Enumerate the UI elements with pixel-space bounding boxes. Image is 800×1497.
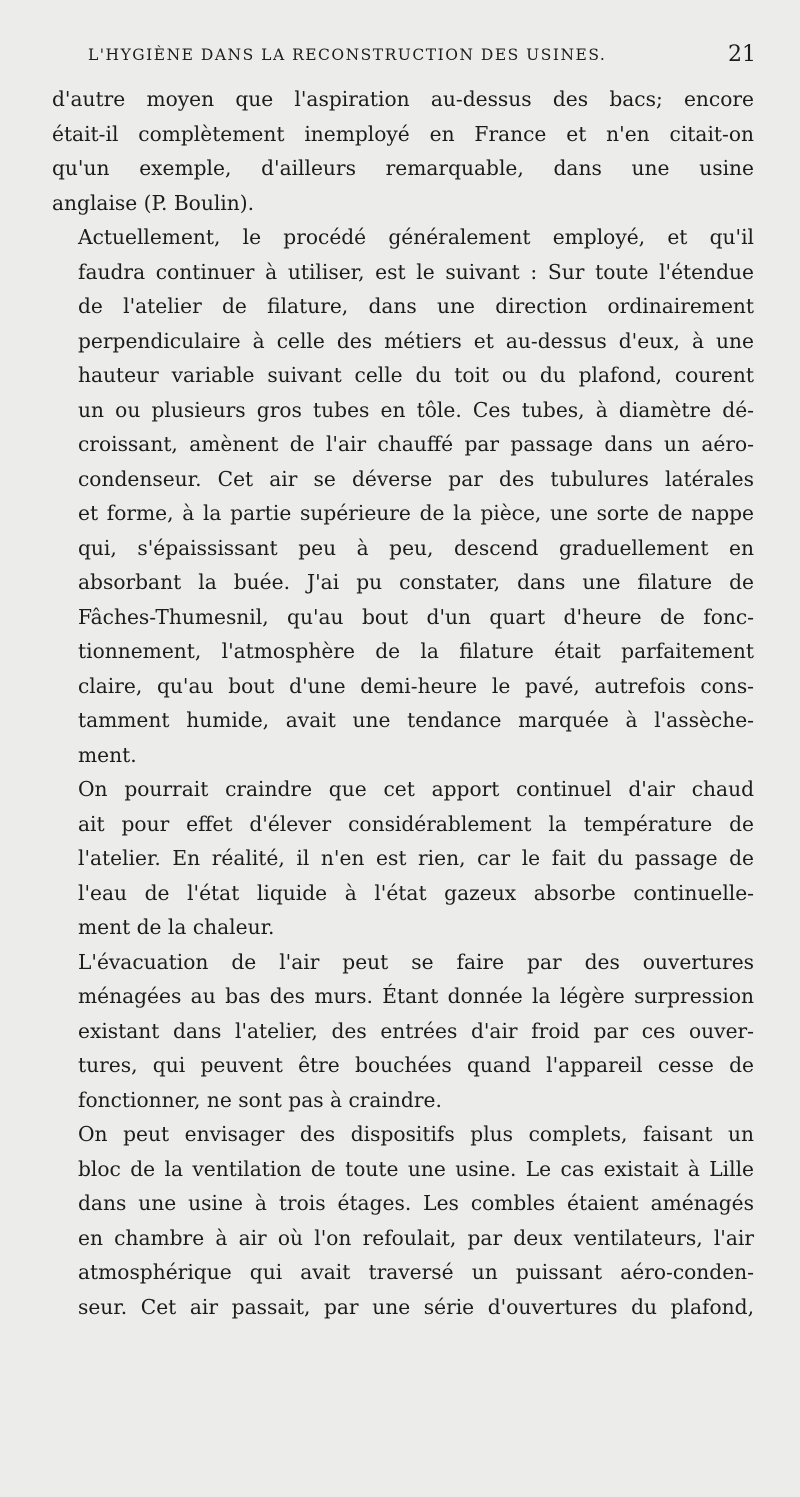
text-line: On peut envisager des dispositifs plus complets, faisant un bbox=[78, 1122, 754, 1146]
text-line: Fâches-Thumesnil, qu'au bout d'un quart d'heure de fonc- bbox=[78, 604, 754, 629]
text-line: Actuellement, le procédé généralement employé, et qu'il bbox=[78, 225, 754, 249]
text-line: tamment humide, avait une tendance marquée à l'assèche- bbox=[78, 708, 754, 732]
text-line: claire, qu'au bout d'une demi-heure le pavé, autrefois cons- bbox=[78, 673, 754, 698]
text-line: qu'un exemple, d'ailleurs remarquable, dans une usine bbox=[52, 156, 754, 180]
text-line: anglaise (P. Boulin). bbox=[52, 190, 255, 215]
page-header bbox=[88, 42, 756, 72]
text-line: croissant, amènent de l'air chauffé par passage dans un aéro- bbox=[78, 432, 754, 456]
text-line: On pourrait craindre que cet apport continuel d'air chaud bbox=[78, 777, 754, 801]
text-line: l'atelier. En réalité, il n'en est rien, car le fait du passage de bbox=[78, 846, 754, 870]
text-line: seur. Cet air passait, par une série d'ouvertures du plafond, bbox=[78, 1294, 754, 1319]
text-line: bloc de la ventilation de toute une usine. Le cas existait à Lille bbox=[78, 1156, 754, 1181]
paragraph bbox=[52, 82, 754, 220]
text-line: ménagées au bas des murs. Étant donnée la légère surpression bbox=[78, 984, 754, 1008]
paragraph bbox=[52, 772, 754, 945]
paragraph bbox=[52, 1117, 754, 1324]
text-line: tures, qui peuvent être bouchées quand l'appareil cesse de bbox=[78, 1053, 754, 1077]
text-line: tionnement, l'atmosphère de la filature était parfaitement bbox=[78, 639, 754, 663]
text-line: était-il complètement inemployé en France et n'en citait-on bbox=[52, 121, 754, 146]
text-line: hauteur variable suivant celle du toit ou du plafond, courent bbox=[78, 363, 754, 387]
text-line: absorbant la buée. J'ai pu constater, dans une filature de bbox=[78, 570, 754, 594]
page-number: 21 bbox=[728, 42, 756, 67]
text-line: faudra continuer à utiliser, est le suivant : Sur toute l'étendue bbox=[78, 259, 754, 284]
text-line: ait pour effet d'élever considérablement la température de bbox=[78, 811, 754, 836]
text-line: l'eau de l'état liquide à l'état gazeux absorbe continuelle- bbox=[78, 880, 754, 905]
text-line: existant dans l'atelier, des entrées d'air froid par ces ouver- bbox=[78, 1018, 754, 1043]
text-line: dans une usine à trois étages. Les combles étaient aménagés bbox=[78, 1191, 754, 1215]
text-line: L'évacuation de l'air peut se faire par des ouvertures bbox=[78, 949, 754, 974]
text-line: perpendiculaire à celle des métiers et au-dessus d'eux, à une bbox=[78, 328, 754, 353]
text-line: condenseur. Cet air se déverse par des tubulures latérales bbox=[78, 466, 754, 491]
text-line: ment de la chaleur. bbox=[78, 915, 275, 939]
paragraph bbox=[52, 945, 754, 1118]
text-line: atmosphérique qui avait traversé un puissant aéro-conden- bbox=[78, 1260, 754, 1284]
text-line: fonctionner, ne sont pas à craindre. bbox=[78, 1087, 442, 1112]
text-line: qui, s'épaississant peu à peu, descend graduellement en bbox=[78, 535, 754, 560]
text-line: ment. bbox=[78, 742, 137, 767]
body-text bbox=[52, 82, 754, 1324]
text-line: et forme, à la partie supérieure de la pièce, une sorte de nappe bbox=[78, 501, 754, 525]
text-line: un ou plusieurs gros tubes en tôle. Ces tubes, à diamètre dé- bbox=[78, 397, 754, 422]
paragraph bbox=[52, 220, 754, 772]
text-line: en chambre à air où l'on refoulait, par deux ventilateurs, l'air bbox=[78, 1225, 754, 1250]
text-line: de l'atelier de filature, dans une direction ordinairement bbox=[78, 294, 754, 318]
text-line: d'autre moyen que l'aspiration au-dessus des bacs; encore bbox=[52, 87, 754, 111]
running-head: L'HYGIÈNE DANS LA RECONSTRUCTION DES USINES. bbox=[88, 46, 607, 64]
